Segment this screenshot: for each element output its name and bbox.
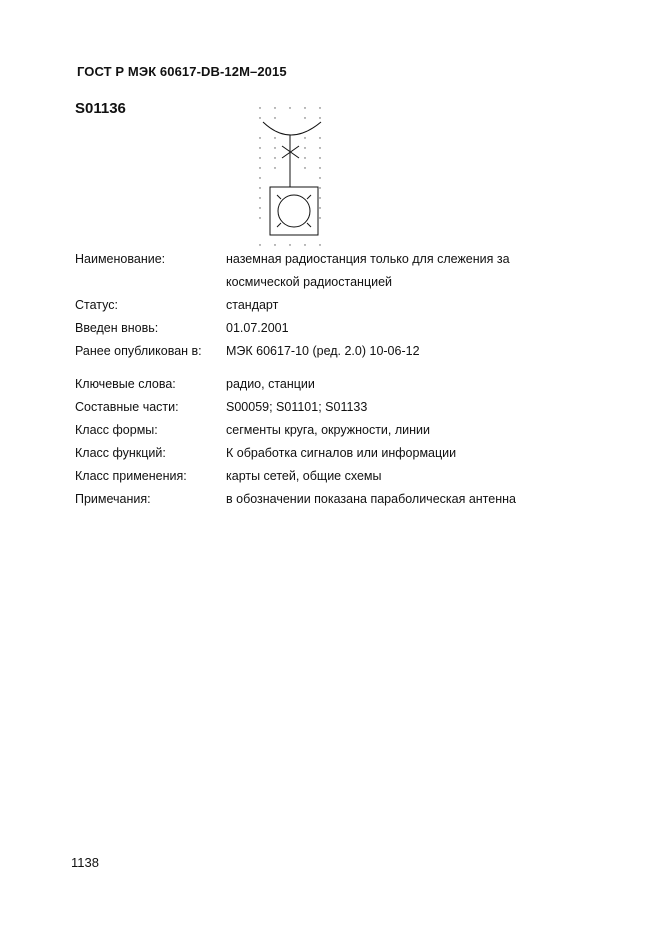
field-label: Составные части: xyxy=(75,400,179,414)
field-label: Класс функций: xyxy=(75,446,166,460)
document-header: ГОСТ Р МЭК 60617-DB-12M–2015 xyxy=(77,64,287,79)
symbol-code: S01136 xyxy=(75,100,126,117)
field-label: Ключевые слова: xyxy=(75,377,176,391)
field-label: Ранее опубликован в: xyxy=(75,344,202,358)
field-value: карты сетей, общие схемы xyxy=(226,469,382,483)
field-value: стандарт xyxy=(226,298,279,312)
field-label: Введен вновь: xyxy=(75,321,159,335)
field-label: Класс применения: xyxy=(75,469,187,483)
parabolic-dish-arc xyxy=(263,122,321,135)
field-label: Наименование: xyxy=(75,252,166,266)
station-box xyxy=(270,187,318,235)
ground-station-tracking-antenna-symbol-icon xyxy=(255,100,335,250)
field-label: Примечания: xyxy=(75,492,151,506)
station-circle xyxy=(278,195,310,227)
field-value: К обработка сигналов или информации xyxy=(226,446,457,460)
field-label: Статус: xyxy=(75,298,118,312)
field-value-cont: космической радиостанцией xyxy=(226,275,393,289)
field-value: S00059; S01101; S01133 xyxy=(226,400,368,414)
field-label: Класс формы: xyxy=(75,423,158,437)
field-value: в обозначении показана параболическая антенна xyxy=(226,492,516,506)
field-value: сегменты круга, окружности, линии xyxy=(226,423,430,437)
page-number: 1138 xyxy=(71,855,99,870)
field-value: радио, станции xyxy=(226,377,315,391)
field-value: наземная радиостанция только для слежения за xyxy=(226,252,510,266)
field-value: МЭК 60617-10 (ред. 2.0) 10-06-12 xyxy=(226,344,420,358)
field-value: 01.07.2001 xyxy=(226,321,289,335)
